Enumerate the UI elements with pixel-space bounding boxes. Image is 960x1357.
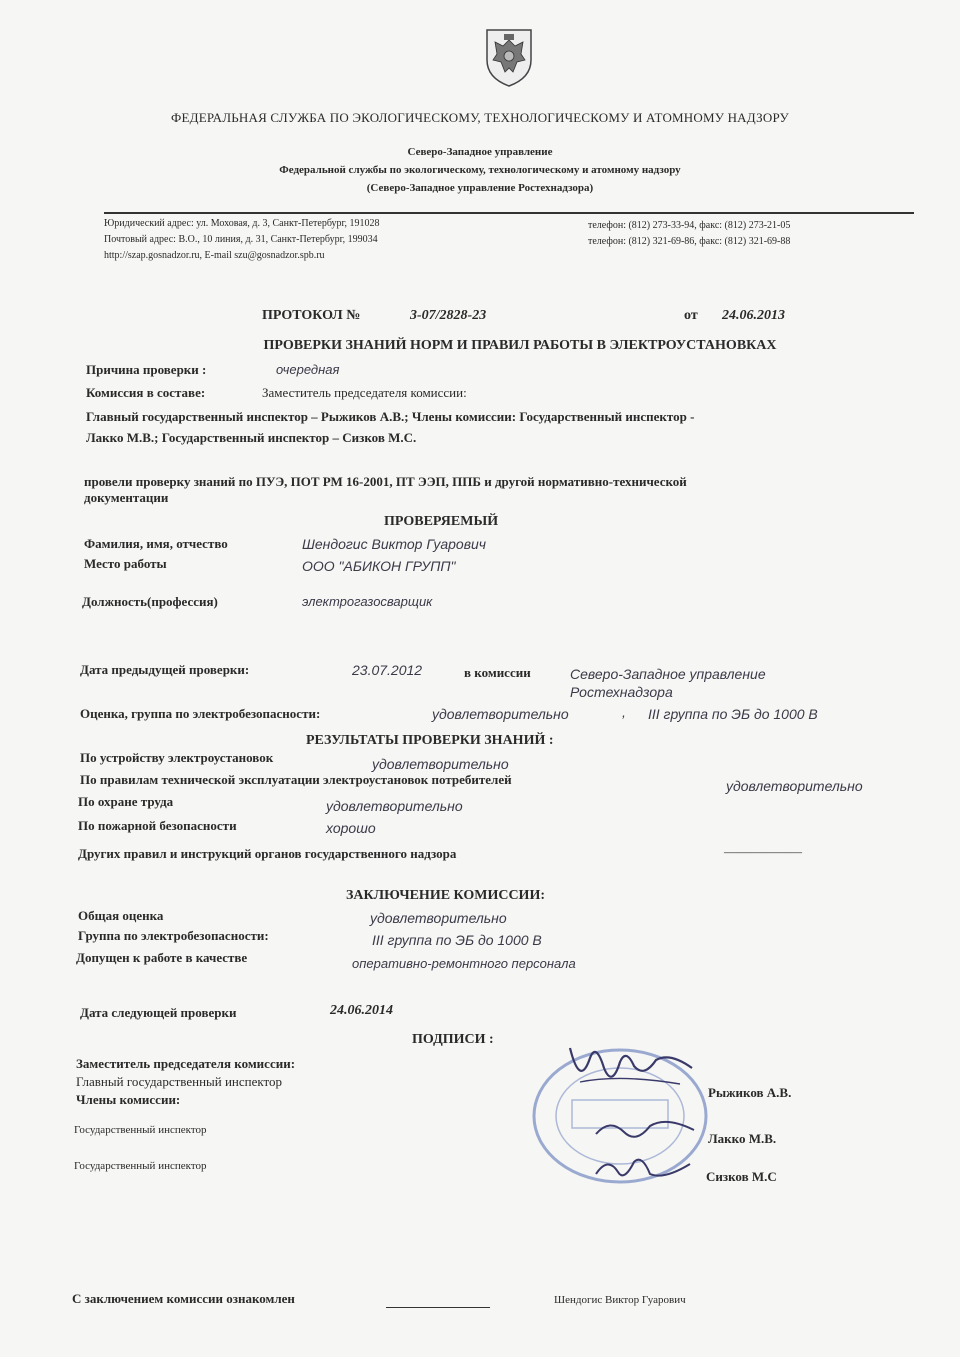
result-value-5: —————— [724, 844, 802, 859]
signatory-name-2: Лакко М.В. [708, 1131, 777, 1146]
postal-address: Почтовый адрес: В.О., 10 линия, д. 31, Санкт-Петербург, 199034 [104, 234, 378, 245]
prev-date-value: 23.07.2012 [352, 662, 423, 678]
group-result-value: III группа по ЭБ до 1000 В [372, 932, 542, 948]
website-email: http://szap.gosnadzor.ru, E-mail szu@gosnadzor.spb.ru [104, 250, 325, 261]
branch-line-3: (Северо-Западное управление Ростехнадзора) [366, 182, 594, 194]
branch-line-2: Федеральной службы по экологическому, технологическому и атомному надзору [279, 164, 681, 176]
result-label-2: По правилам технической эксплуатации электроустановок потребителей [80, 772, 512, 787]
phone-1: телефон: (812) 273-33-94, факс: (812) 273-21-05 [588, 220, 791, 231]
handwritten-signature-2 [590, 1112, 700, 1148]
inspector-2-label: Государственный инспектор [74, 1160, 207, 1172]
grade-label: Оценка, группа по электробезопасности: [80, 706, 321, 721]
commission-label: Комиссия в составе: [86, 385, 206, 400]
result-label-5: Других правил и инструкций органов государственного надзора [78, 846, 457, 861]
admitted-value: оперативно-ремонтного персонала [352, 956, 576, 971]
signatory-name-1: Рыжиков А.В. [708, 1085, 792, 1100]
prev-commission-line-2: Ростехнадзора [570, 684, 673, 700]
admitted-label: Допущен к работе в качестве [76, 950, 248, 965]
name-label: Фамилия, имя, отчество [84, 536, 228, 551]
protocol-date: 24.06.2013 [722, 308, 785, 323]
conducted-line-1: провели проверку знаний по ПУЭ, ПОТ РМ 16-2001, ПТ ЭЭП, ППБ и другой нормативно-технической [84, 474, 687, 489]
result-value-2: удовлетворительно [726, 778, 863, 794]
overall-value: удовлетворительно [370, 910, 507, 926]
position-value: электрогазосварщик [302, 594, 433, 609]
next-date-value: 24.06.2014 [330, 1003, 393, 1018]
result-label-4: По пожарной безопасности [78, 818, 237, 833]
result-value-3: удовлетворительно [326, 798, 463, 814]
commission-line-2: Лакко М.В.; Государственный инспектор – Сизков М.С. [86, 430, 417, 445]
coat-of-arms-emblem [481, 26, 537, 88]
protocol-number-label: ПРОТОКОЛ № [262, 308, 361, 323]
results-heading: РЕЗУЛЬТАТЫ ПРОВЕРКИ ЗНАНИЙ : [306, 733, 554, 748]
overall-label: Общая оценка [78, 908, 164, 923]
commission-line-1: Главный государственный инспектор – Рыжиков А.В.; Члены комиссии: Государственный инспектор - [86, 409, 695, 424]
conducted-line-2: документации [84, 490, 169, 505]
workplace-value: ООО "АБИКОН ГРУПП" [302, 558, 456, 574]
next-date-label: Дата следующей проверки [80, 1005, 237, 1020]
result-label-3: По охране труда [78, 794, 174, 809]
phone-2: телефон: (812) 321-69-86, факс: (812) 321-69-88 [588, 236, 791, 247]
group-label: Группа по электробезопасности: [78, 928, 269, 943]
legal-address: Юридический адрес: ул. Моховая, д. 3, Санкт-Петербург, 191028 [104, 218, 380, 229]
examinee-heading: ПРОВЕРЯЕМЫЙ [384, 514, 499, 529]
result-value-4: хорошо [326, 820, 376, 836]
deputy-label: Заместитель председателя комиссии: [76, 1056, 296, 1071]
chief-label: Главный государственный инспектор [76, 1074, 283, 1089]
prev-commission-label: в комиссии [464, 665, 531, 680]
signatory-name-3: Сизков М.С [706, 1169, 777, 1184]
handwritten-signature-1 [560, 1038, 700, 1098]
signatures-heading: ПОДПИСИ : [412, 1032, 494, 1047]
result-value-1: удовлетворительно [372, 756, 509, 772]
agency-title: ФЕДЕРАЛЬНАЯ СЛУЖБА ПО ЭКОЛОГИЧЕСКОМУ, ТЕХНОЛОГИЧЕСКОМУ И АТОМНОМУ НАДЗОРУ [171, 110, 789, 125]
name-value: Шендогис Виктор Гуарович [302, 536, 487, 552]
group-value: III группа по ЭБ до 1000 В [648, 706, 818, 722]
result-label-1: По устройству электроустановок [80, 750, 274, 765]
inspector-1-label: Государственный инспектор [74, 1124, 207, 1136]
workplace-label: Место работы [84, 556, 167, 571]
position-label: Должность(профессия) [82, 594, 218, 609]
conclusion-heading: ЗАКЛЮЧЕНИЕ КОМИССИИ: [346, 888, 546, 903]
branch-line-1: Северо-Западное управление [407, 146, 553, 158]
prev-commission-line-1: Северо-Западное управление [570, 666, 766, 682]
prev-date-label: Дата предыдущей проверки: [80, 662, 250, 677]
acquainted-name: Шендогис Виктор Гуарович [554, 1294, 686, 1306]
header-divider [104, 212, 914, 214]
members-label: Члены комиссии: [76, 1092, 181, 1107]
handwritten-signature-3 [590, 1150, 700, 1186]
acquainted-signature-line [386, 1307, 490, 1308]
acquainted-label: С заключением комиссии ознакомлен [72, 1291, 295, 1306]
protocol-title: ПРОВЕРКИ ЗНАНИЙ НОРМ И ПРАВИЛ РАБОТЫ В ЭЛЕКТРОУСТАНОВКАХ [263, 338, 777, 353]
grade-value: удовлетворительно [432, 706, 569, 722]
reason-value: очередная [276, 362, 340, 377]
protocol-date-label: от [684, 308, 698, 323]
grade-separator: , [622, 704, 626, 720]
reason-label: Причина проверки : [86, 362, 207, 377]
commission-head: Заместитель председателя комиссии: [262, 385, 467, 400]
protocol-number: 3-07/2828-23 [410, 308, 487, 323]
